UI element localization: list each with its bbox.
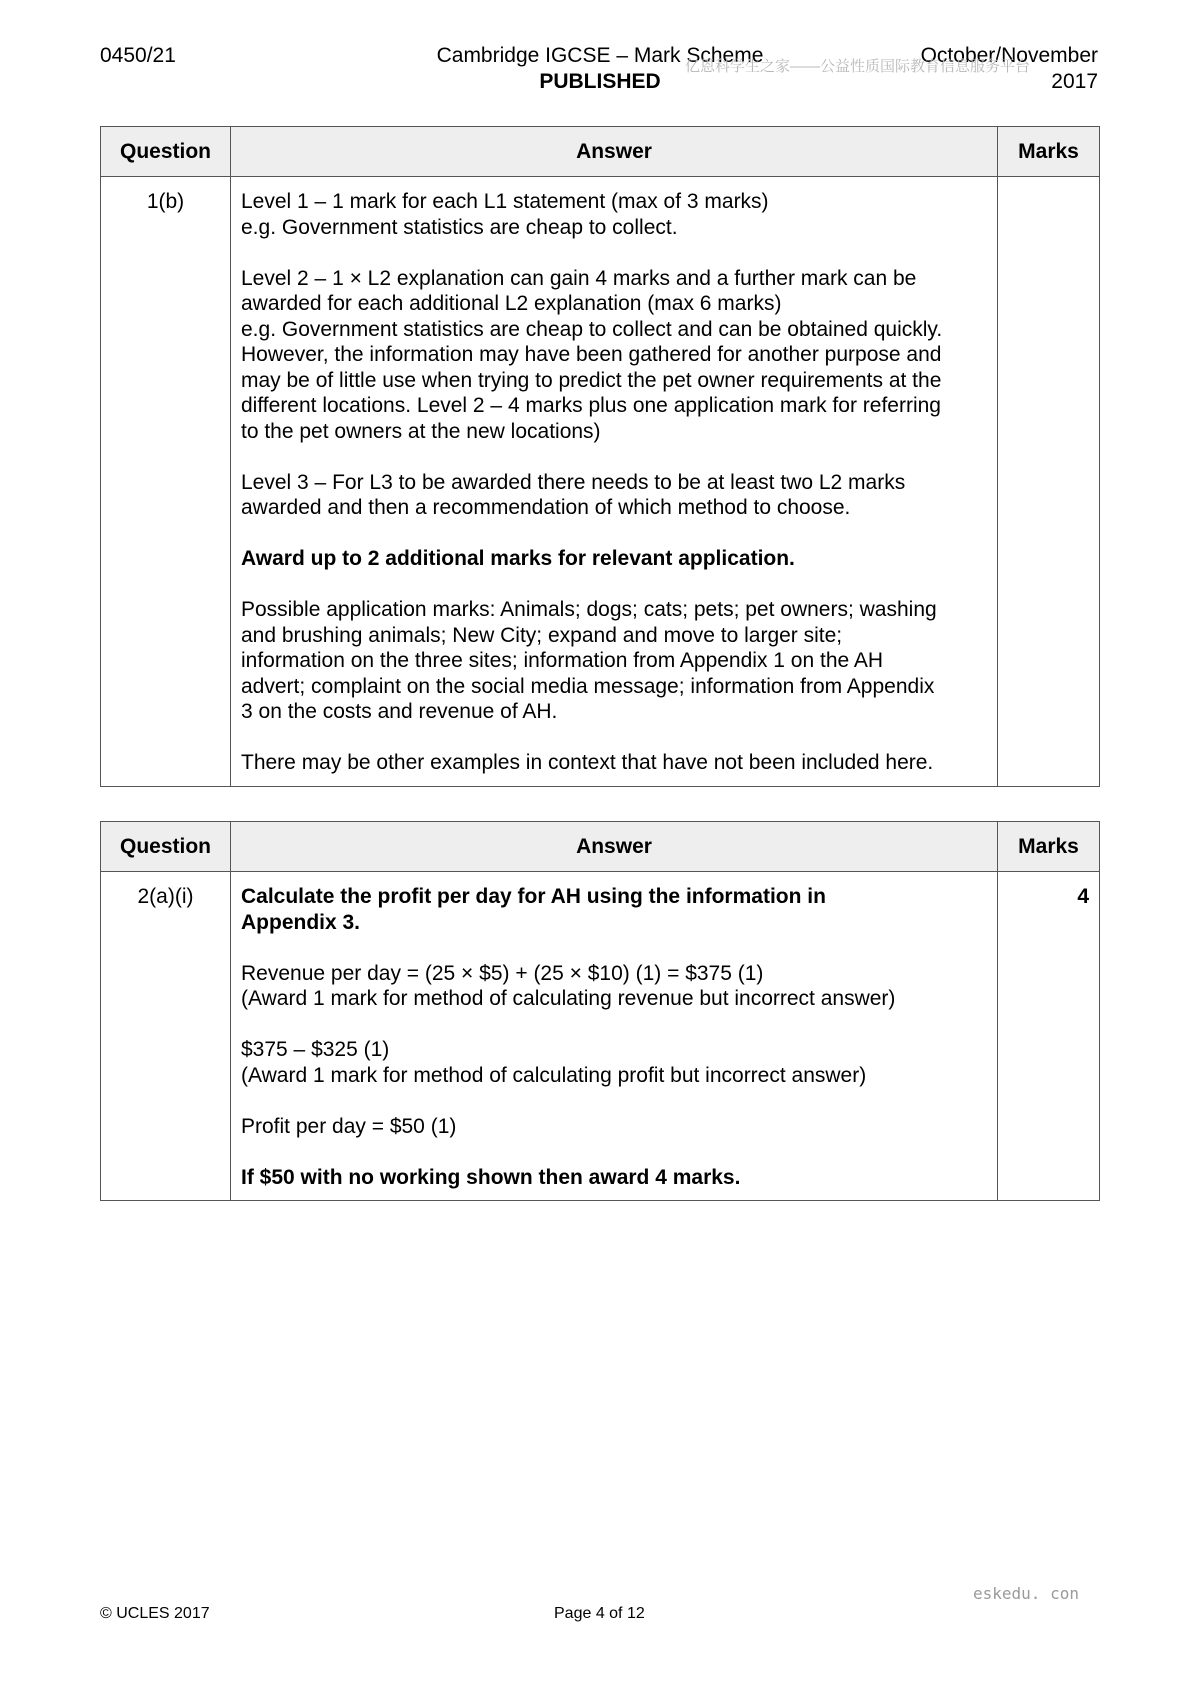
marks-cell bbox=[998, 177, 1100, 787]
answer-guidance-bold bbox=[241, 884, 987, 935]
answer-line: advert; complaint on the social media message; information from Appendix bbox=[241, 674, 935, 698]
answer-line: Appendix 3. bbox=[241, 910, 361, 934]
page-number: Page 4 of 12 bbox=[554, 1605, 645, 1622]
mark-scheme-table-1 bbox=[100, 126, 1100, 787]
answer-line: different locations. Level 2 – 4 marks plus one application mark for referring bbox=[241, 394, 941, 417]
paper-code: 0450/21 bbox=[100, 44, 176, 67]
answer-line: awarded for each additional L2 explanation (max 6 marks) bbox=[241, 292, 782, 315]
answer-line: There may be other examples in context that have not been included here. bbox=[241, 751, 934, 774]
answer-column-header: Answer bbox=[231, 822, 998, 872]
answer-paragraph bbox=[241, 961, 987, 1012]
exam-year: 2017 bbox=[1051, 70, 1098, 93]
answer-line: Award up to 2 additional marks for relevant application. bbox=[241, 547, 795, 570]
copyright: © UCLES 2017 bbox=[100, 1605, 210, 1622]
answer-line: However, the information may have been gathered for another purpose and bbox=[241, 343, 942, 366]
answer-line: Revenue per day = (25 × $5) + (25 × $10) (1) = $375 (1) bbox=[241, 961, 764, 985]
answer-paragraph bbox=[241, 750, 987, 776]
answer-line: (Award 1 mark for method of calculating profit but incorrect answer) bbox=[241, 1063, 867, 1087]
table-header-row bbox=[101, 822, 1100, 872]
answer-line: information on the three sites; information from Appendix 1 on the AH bbox=[241, 649, 884, 672]
header-watermark: 亿恩科学生之家——公益性质国际教育信息服务平台 bbox=[685, 58, 1031, 75]
answer-line: Level 1 – 1 mark for each L1 statement (max of 3 marks) bbox=[241, 190, 769, 213]
table-row bbox=[101, 177, 1100, 787]
answer-line: $375 – $325 (1) bbox=[241, 1038, 390, 1061]
answer-line: awarded and then a recommendation of which method to choose. bbox=[241, 496, 851, 519]
answer-line: Profit per day = $50 (1) bbox=[241, 1114, 457, 1138]
published-label: PUBLISHED bbox=[539, 70, 661, 93]
question-number: 2(a)(i) bbox=[101, 872, 231, 1201]
answer-paragraph bbox=[241, 1037, 987, 1088]
answer-paragraph bbox=[241, 266, 987, 445]
answer-line: Possible application marks: Animals; dogs; cats; pets; pet owners; washing bbox=[241, 598, 937, 621]
exam-session: October/November bbox=[920, 44, 1098, 67]
answer-line: (Award 1 mark for method of calculating revenue but incorrect answer) bbox=[241, 987, 896, 1010]
answer-guidance-bold bbox=[241, 1165, 987, 1191]
answer-paragraph bbox=[241, 597, 987, 725]
answer-column-header: Answer bbox=[231, 127, 998, 177]
question-number: 1(b) bbox=[101, 177, 231, 787]
answer-cell bbox=[231, 177, 998, 787]
answer-cell bbox=[231, 872, 998, 1201]
answer-line: Calculate the profit per day for AH using the information in bbox=[241, 885, 826, 908]
marks-column-header: Marks bbox=[998, 822, 1100, 872]
answer-line: If $50 with no working shown then award 4 marks. bbox=[241, 1165, 741, 1189]
question-column-header: Question bbox=[101, 127, 231, 177]
answer-guidance-bold bbox=[241, 546, 987, 572]
footer-watermark: eskedu. con bbox=[973, 1584, 1079, 1603]
answer-paragraph bbox=[241, 189, 987, 240]
marks-cell: 4 bbox=[998, 872, 1100, 1201]
answer-line: Level 3 – For L3 to be awarded there needs to be at least two L2 marks bbox=[241, 470, 906, 494]
table-header-row bbox=[101, 127, 1100, 177]
question-column-header: Question bbox=[101, 822, 231, 872]
answer-line: Level 2 – 1 × L2 explanation can gain 4 marks and a further mark can be bbox=[241, 266, 917, 290]
mark-scheme-table-2 bbox=[100, 821, 1100, 1201]
answer-line: e.g. Government statistics are cheap to collect. bbox=[241, 215, 678, 239]
answer-line: and brushing animals; New City; expand and move to larger site; bbox=[241, 623, 843, 647]
answer-line: to the pet owners at the new locations) bbox=[241, 419, 601, 443]
document-title: Cambridge IGCSE – Mark Scheme bbox=[436, 44, 764, 67]
answer-line: 3 on the costs and revenue of AH. bbox=[241, 700, 558, 723]
table-row bbox=[101, 872, 1100, 1201]
marks-column-header: Marks bbox=[998, 127, 1100, 177]
answer-paragraph bbox=[241, 470, 987, 521]
answer-line: e.g. Government statistics are cheap to collect and can be obtained quickly. bbox=[241, 317, 943, 341]
answer-paragraph bbox=[241, 1114, 987, 1140]
answer-line: may be of little use when trying to predict the pet owner requirements at the bbox=[241, 368, 942, 392]
